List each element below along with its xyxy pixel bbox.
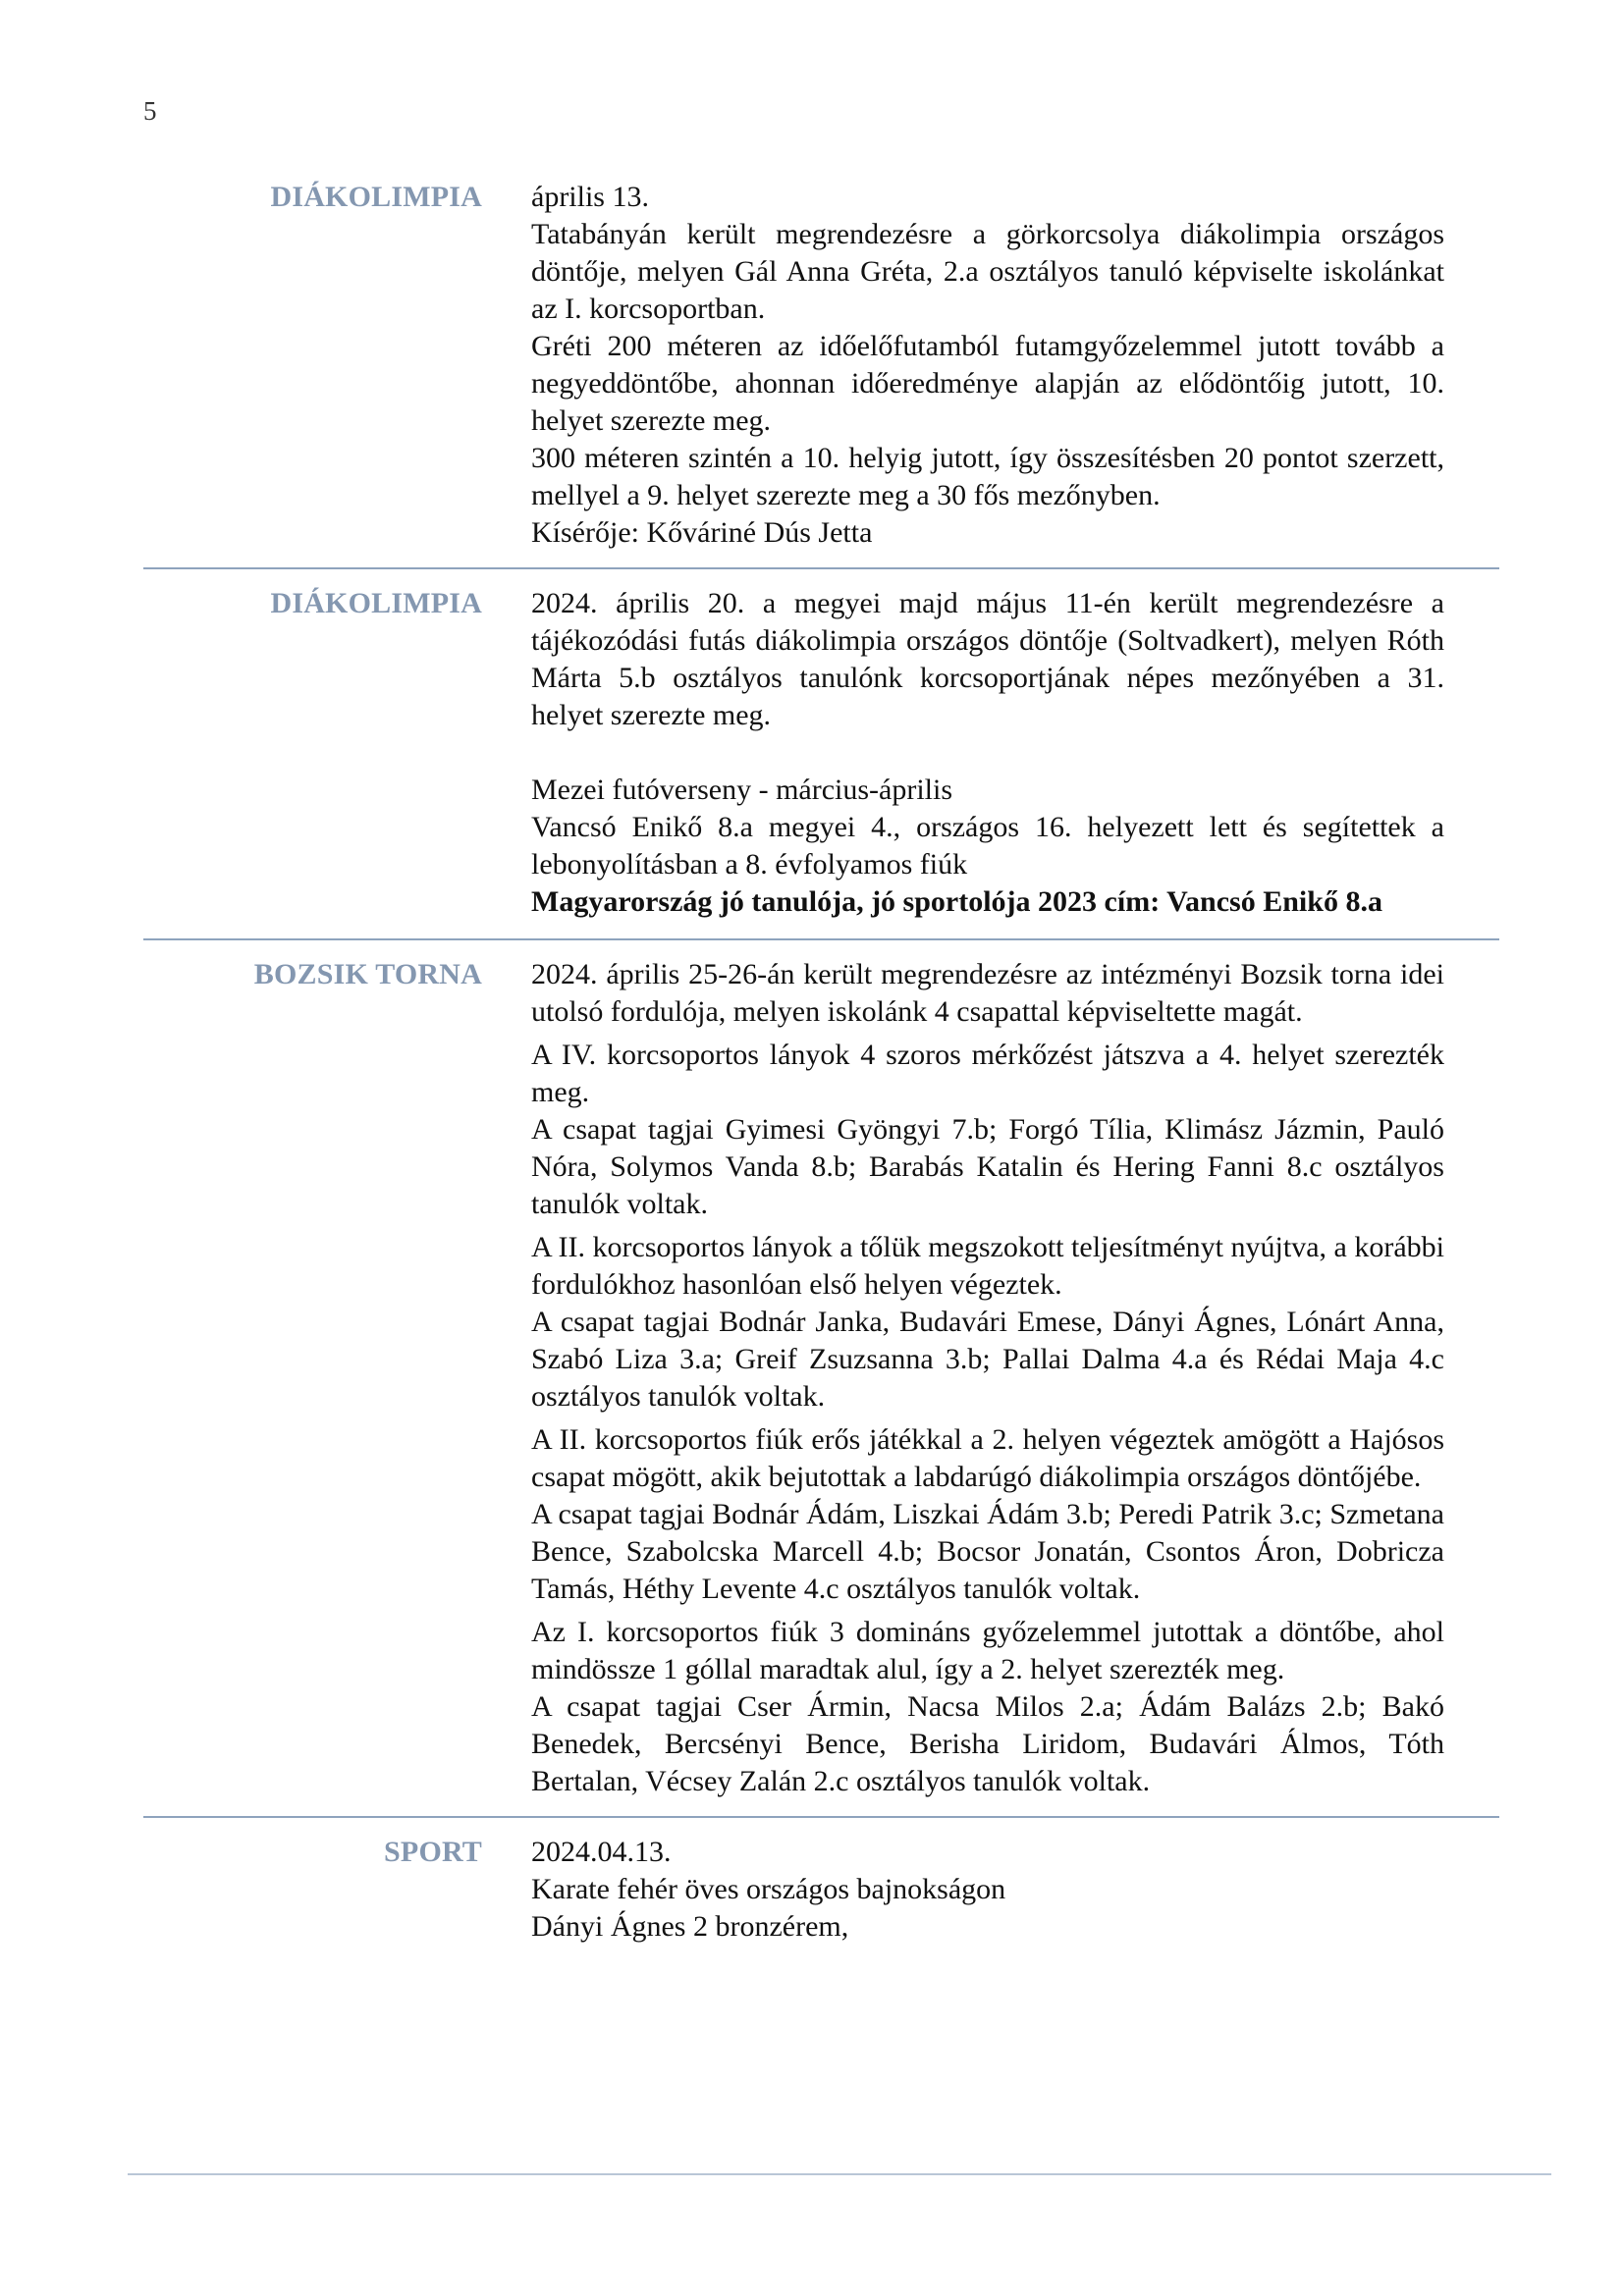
entry-label: DIÁKOLIMPIA <box>270 181 482 213</box>
entry-sport <box>143 1834 1498 1946</box>
entry-body <box>531 179 1444 552</box>
entry-bozsik-torna <box>143 956 1498 1800</box>
entry-paragraph: Dányi Ágnes 2 bronzérem, <box>531 1910 849 1943</box>
entry-paragraph: Gréti 200 méteren az időelőfutamból futamgyőzelemmel jutott tovább a negyeddöntőbe, ahonnan időeredménye alapján az elődöntőig jutott, 10. helyet szerezte meg. <box>531 330 1444 437</box>
entry-diakolimpia-tajekozodasi <box>143 585 1498 921</box>
entry-diakolimpia-gorkorcsolya <box>143 179 1498 552</box>
entry-paragraph: 300 méteren szintén a 10. helyig jutott, így összesítésben 20 pontot szerzett, mellyel a 9. helyet szerezte meg a 30 fős mezőnyben. <box>531 442 1444 511</box>
entry-body <box>531 956 1444 1800</box>
entry-paragraph: A IV. korcsoportos lányok 4 szoros mérkőzést játszva a 4. helyet szerezték meg. <box>531 1039 1444 1108</box>
entry-paragraph: 2024. április 20. a megyei majd május 11-én került megrendezésre a tájékozódási futás diákolimpia országos döntője (Soltvadkert), melyen Róth Márta 5.b osztályos tanulónk korcsoportjának népes mezőnyében a 31. helyet szerezte meg. <box>531 587 1444 731</box>
entry-paragraph: 2024.04.13. <box>531 1836 672 1868</box>
entry-paragraph: Kísérője: Kőváriné Dús Jetta <box>531 516 873 549</box>
entry-label: SPORT <box>384 1836 482 1868</box>
entry-paragraph: Karate fehér öves országos bajnokságon <box>531 1873 1006 1905</box>
entry-label: BOZSIK TORNA <box>253 958 482 990</box>
page-number: 5 <box>143 96 157 126</box>
entry-paragraph: április 13. <box>531 181 649 213</box>
entry-paragraph: Mezei futóverseny - március-április <box>531 774 953 806</box>
entry-paragraph: A csapat tagjai Cser Ármin, Nacsa Milos 2.a; Ádám Balázs 2.b; Bakó Benedek, Bercsényi Bence, Berisha Liridom, Budavári Álmos, Tóth Bertalan, Vécsey Zalán 2.c osztályos tanulók voltak. <box>531 1690 1444 1797</box>
entry-paragraph: A csapat tagjai Bodnár Janka, Budavári Emese, Dányi Ágnes, Lónárt Anna, Szabó Liza 3.a; Greif Zsuzsanna 3.b; Pallai Dalma 4.a és Rédai Maja 4.c osztályos tanulók voltak. <box>531 1306 1444 1413</box>
entry-list <box>143 179 1498 1946</box>
entry-body <box>531 585 1444 921</box>
entry-paragraph: Az I. korcsoportos fiúk 3 domináns győzelemmel jutottak a döntőbe, ahol mindössze 1 góllal maradtak alul, így a 2. helyet szerezték meg. <box>531 1616 1444 1685</box>
entry-paragraph: A csapat tagjai Gyimesi Gyöngyi 7.b; Forgó Tília, Klimász Jázmin, Pauló Nóra, Solymos Vanda 8.b; Barabás Katalin és Hering Fanni 8.c osztályos tanulók voltak. <box>531 1113 1444 1220</box>
entry-paragraph: A II. korcsoportos lányok a tőlük megszokott teljesítményt nyújtva, a korábbi fordulókhoz hasonlóan első helyen végeztek. <box>531 1231 1444 1301</box>
entry-body <box>531 1834 1444 1946</box>
entry-paragraph: A II. korcsoportos fiúk erős játékkal a 2. helyen végeztek amögött a Hajósos csapat mögött, akik bejutottak a labdarúgó diákolimpia országos döntőjébe. <box>531 1423 1444 1493</box>
entry-label: DIÁKOLIMPIA <box>270 587 482 619</box>
entry-paragraph: A csapat tagjai Bodnár Ádám, Liszkai Ádám 3.b; Peredi Patrik 3.c; Szmetana Bence, Szabolcska Marcell 4.b; Bocsor Jonatán, Csontos Áron, Dobricza Tamás, Héthy Levente 4.c osztályos tanulók voltak. <box>531 1498 1444 1605</box>
entry-paragraph: Vancsó Enikő 8.a megyei 4., országos 16. helyezett lett és segítettek a lebonyolításban a 8. évfolyamos fiúk <box>531 811 1444 881</box>
footer-rule <box>128 2173 1551 2175</box>
entry-paragraph: Tatabányán került megrendezésre a görkorcsolya diákolimpia országos döntője, melyen Gál Anna Gréta, 2.a osztályos tanuló képviselte iskolánkat az I. korcsoportban. <box>531 218 1444 325</box>
entry-paragraph-highlight: Magyarország jó tanulója, jó sportolója 2023 cím: Vancsó Enikő 8.a <box>531 885 1382 918</box>
entry-paragraph: 2024. április 25-26-án került megrendezésre az intézményi Bozsik torna idei utolsó fordulója, melyen iskolánk 4 csapattal képviseltette magát. <box>531 958 1444 1028</box>
